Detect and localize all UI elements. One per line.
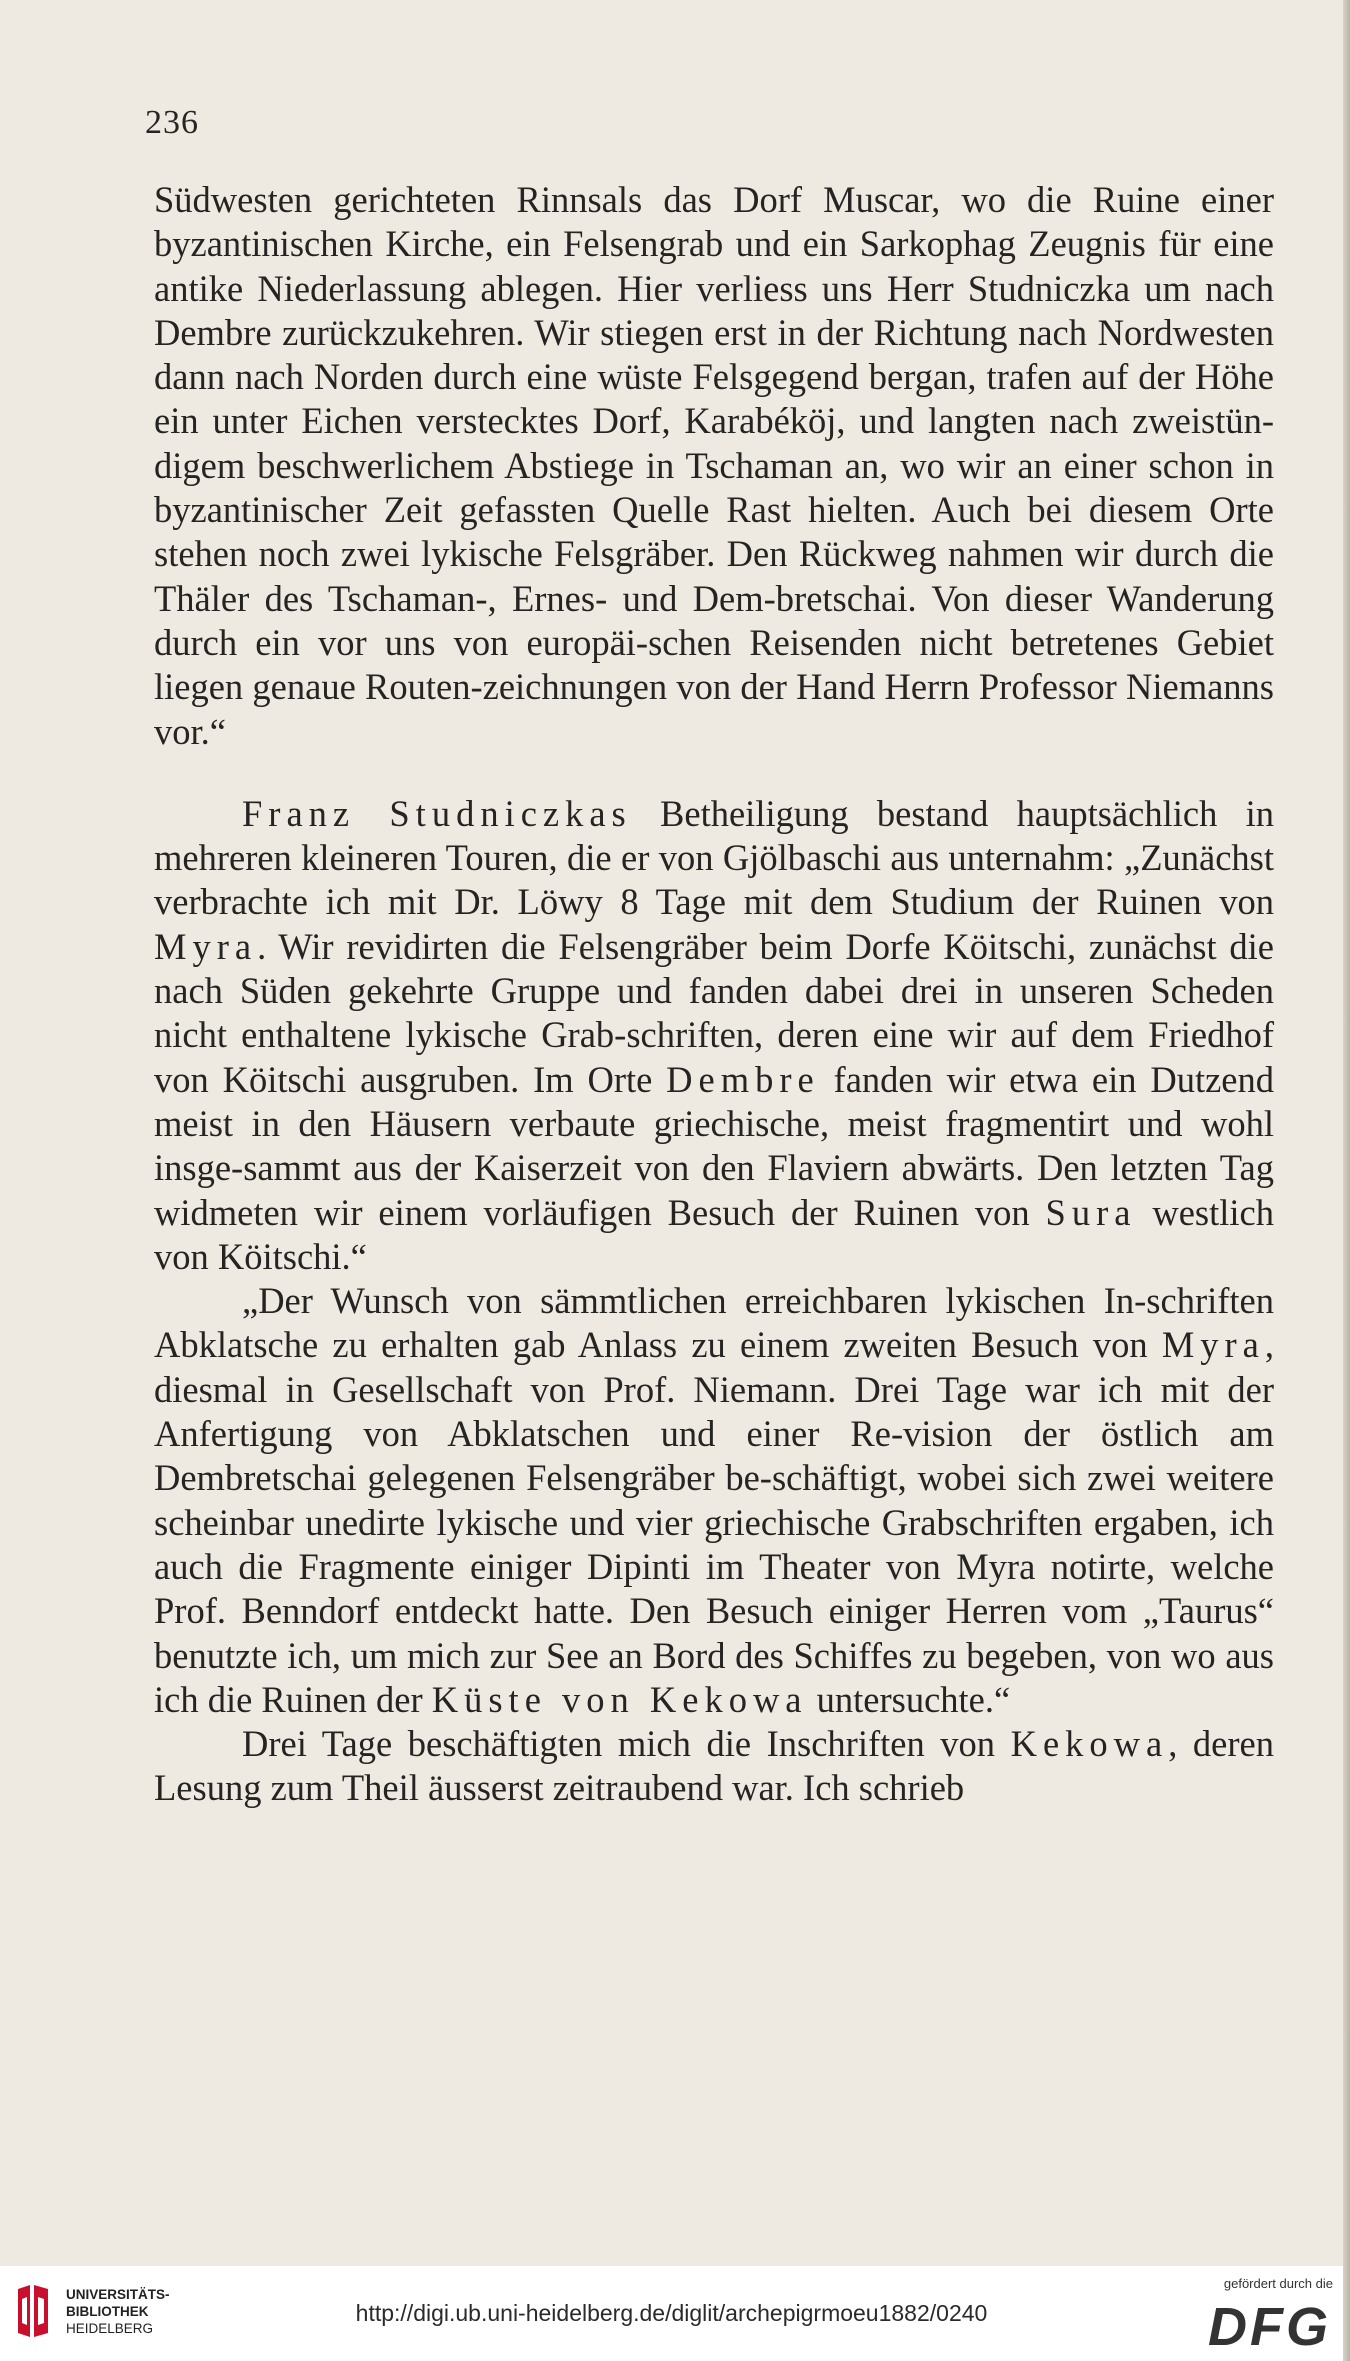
library-name-line-1: UNIVERSITÄTS- — [66, 2286, 170, 2302]
permalink-url[interactable]: http://digi.ub.uni-heidelberg.de/diglit/archepigrmoeu1882/0240 — [355, 2300, 988, 2326]
paragraph-4 — [154, 1722, 1274, 1811]
page-edge — [1343, 0, 1350, 2361]
paragraph-3-text-a: „Der Wunsch von sämmtlichen erreichbaren lykischen In-schriften Abklatsche zu erhalten gab Anlass zu einem zweiten Besuch von — [154, 1280, 1274, 1366]
paragraph-4-text-a: Drei Tage beschäftigten mich die Inschriften von — [242, 1723, 1011, 1765]
paragraph-4-text-b: , deren Lesung zum Theil äusserst zeitraubend war. Ich schrieb — [154, 1723, 1274, 1809]
dfg-logo[interactable]: DFG — [1208, 2297, 1331, 2357]
paragraph-3 — [154, 1279, 1274, 1722]
paragraph-2-text-d: westlich von Köitschi.“ — [154, 1191, 1274, 1277]
paragraph-3-text-b: , diesmal in Gesellschaft von Prof. Niemann. Drei Tage war ich mit der Anfertigung von Abklatschen und einer Re-vision der östlich am Dembretschai gelegenen Felsengräber be-schäftigt, wobei sich zwei weitere scheinbar unedirte lykische und vier griechische Grabschriften ergaben, ich auch die Fragmente einiger Dipinti im Theater von Myra notirte, welche Prof. Benndorf entdeckt hatte. Den Besuch einiger Herren vom „Taurus“ benutzte ich, um mich zur See an Bord des Schiffes zu begeben, von wo aus ich die Ruinen der — [154, 1324, 1274, 1720]
place-name-spaced: Kekowa — [1010, 1723, 1169, 1765]
paragraph-2-text-c: fanden wir etwa ein Dutzend meist in den Häusern verbaute griechische, meist fragmentirt und wohl insge-sammt aus der Kaiserzeit von den Flaviern abwärts. Den letzten Tag widmeten wir einem vorläufigen Besuch der Ruinen von — [154, 1058, 1274, 1233]
place-name-spaced: Küste von Kekowa — [431, 1678, 808, 1720]
digitization-footer — [0, 2266, 1343, 2361]
paragraph-3-text-c: untersuchte.“ — [807, 1678, 1011, 1720]
paragraph-1: Südwesten gerichteten Rinnsals das Dorf Muscar, wo die Ruine einer byzantinischen Kirche, ein Felsengrab und ein Sarkophag Zeugnis für eine antike Niederlassung ablegen. Hier verliess uns Herr Studniczka um nach Dembre zurückzukehren. Wir stiegen erst in der Richtung nach Nordwesten dann nach Norden durch eine wüste Felsgegend bergan, trafen auf der Höhe ein unter Eichen verstecktes Dorf, Karabéköj, und langten nach zweistün-digem beschwerlichem Abstiege in Tschaman an, wo wir an einer schon in byzantinischer Zeit gefassten Quelle Rast hielten. Auch bei diesem Orte stehen noch zwei lykische Felsgräber. Den Rückweg nahmen wir durch die Thäler des Tschaman-, Ernes- und Dem-bretschai. Von dieser Wanderung durch ein vor uns von europäi-schen Reisenden nicht betretenes Gebiet liegen genaue Routen-zeichnungen von der Hand Herrn Professor Niemanns vor.“ — [154, 179, 1274, 752]
place-name-spaced: Myra — [1161, 1324, 1265, 1366]
place-name-spaced: Dembre — [666, 1058, 820, 1100]
paragraph-2-text-b: . Wir revidirten die Felsengräber beim Dorfe Köitschi, zunächst die nach Süden gekehrte Gruppe und fanden dabei drei in unseren Scheden nicht enthaltene lykische Grab-schriften, deren eine wir auf dem Friedhof von Köitschi ausgruben. Im Orte — [154, 925, 1274, 1100]
place-name-spaced: Sura — [1045, 1191, 1137, 1233]
paragraph-spacer — [154, 754, 1274, 792]
person-name-spaced: Franz Studniczkas — [242, 792, 632, 834]
paragraph-2-text-a: Betheiligung bestand hauptsächlich in mehreren kleineren Touren, die er von Gjölbaschi aus unternahm: „Zunächst verbrachte ich mit Dr. Löwy 8 Tage mit dem Studium der Ruinen von — [154, 792, 1274, 923]
library-name-line-2: BIBLIOTHEK — [66, 2303, 149, 2319]
sponsor-caption: gefördert durch die — [1223, 2276, 1333, 2291]
library-name-line-3: HEIDELBERG — [66, 2320, 154, 2336]
paragraph-2 — [154, 792, 1274, 1279]
body-text — [154, 178, 1274, 1811]
place-name-spaced: Myra — [154, 925, 258, 967]
page-number: 236 — [145, 104, 199, 141]
